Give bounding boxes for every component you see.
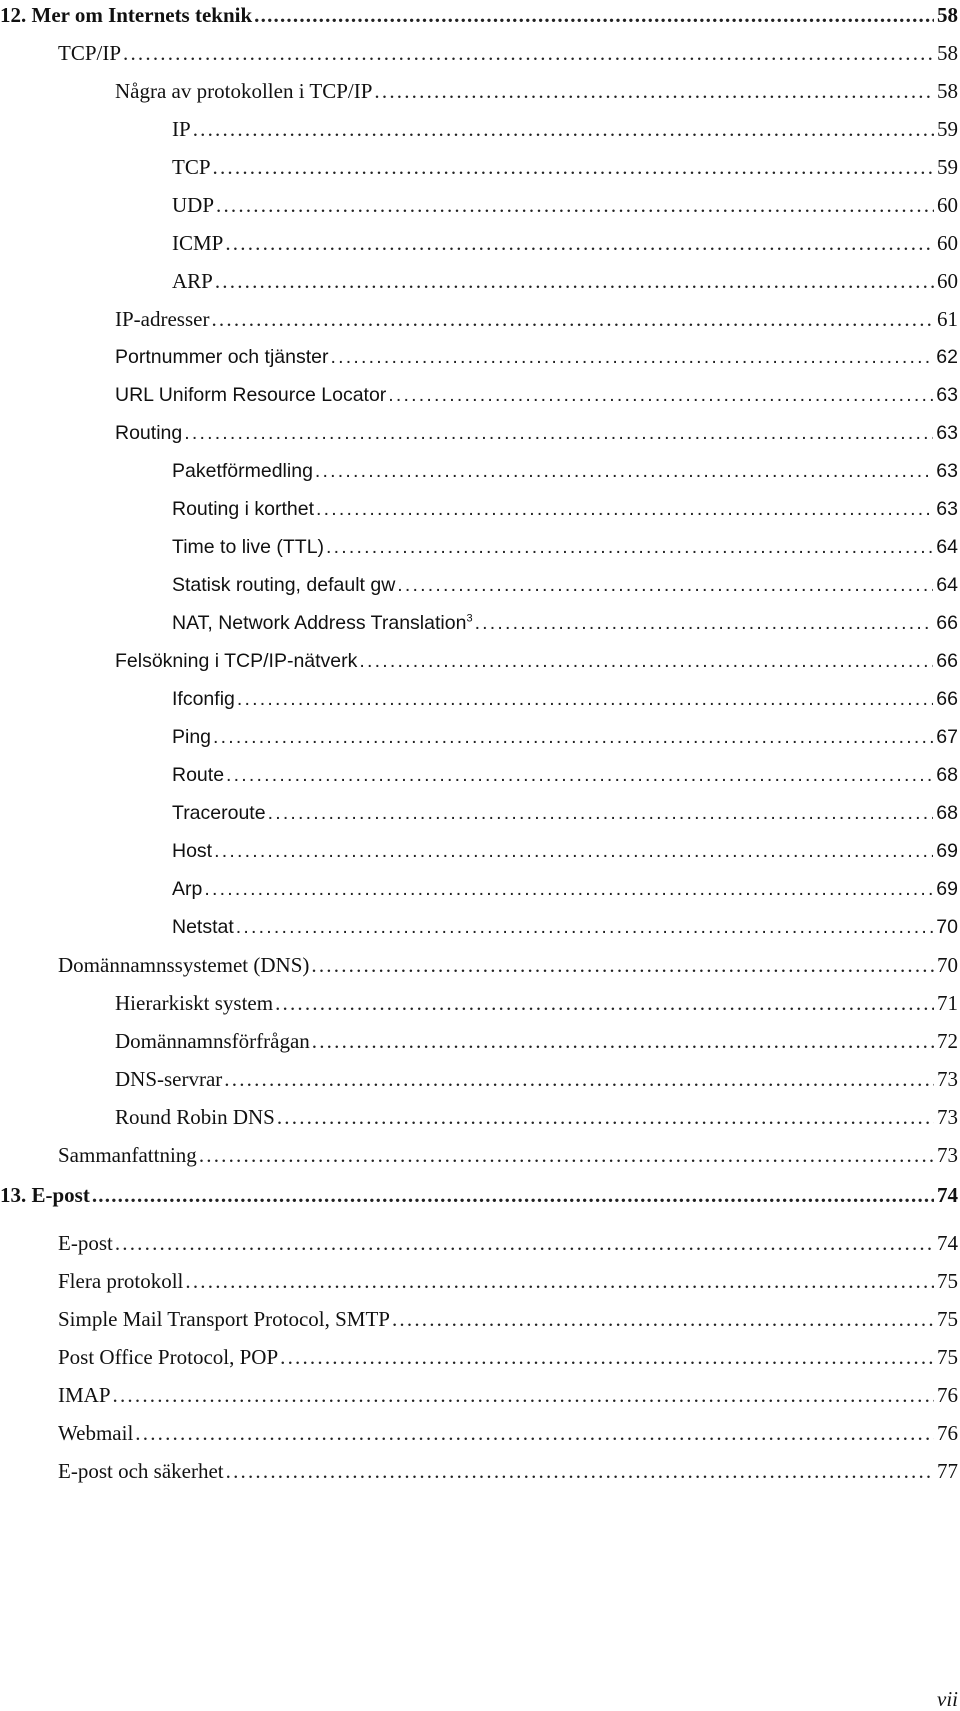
toc-entry-title: URL Uniform Resource Locator bbox=[115, 384, 387, 406]
dot-leader bbox=[268, 798, 934, 828]
toc-chapter-entry[interactable] bbox=[0, 0, 958, 30]
toc-entry-title: Paketförmedling bbox=[172, 460, 313, 482]
toc-entry[interactable] bbox=[0, 342, 958, 372]
toc-page-number: 58 bbox=[937, 41, 958, 65]
toc-entry[interactable] bbox=[0, 38, 958, 68]
toc-entry-title: Några av protokollen i TCP/IP bbox=[115, 79, 373, 103]
dot-leader bbox=[213, 152, 934, 182]
toc-page-number: 73 bbox=[937, 1105, 958, 1129]
toc-page-number: 58 bbox=[937, 79, 958, 103]
toc-page-number: 75 bbox=[937, 1307, 958, 1331]
dot-leader bbox=[115, 1228, 934, 1258]
toc-page-number: 71 bbox=[937, 991, 958, 1015]
toc-entry-title: Flera protokoll bbox=[58, 1269, 184, 1293]
toc-entry[interactable] bbox=[0, 190, 958, 220]
toc-entry-title: DNS-servrar bbox=[115, 1067, 223, 1091]
toc-entry[interactable] bbox=[0, 798, 958, 828]
dot-leader bbox=[185, 1266, 934, 1296]
toc-entry[interactable] bbox=[0, 646, 958, 676]
dot-leader bbox=[397, 570, 933, 600]
dot-leader bbox=[254, 0, 934, 30]
toc-page-number: 60 bbox=[937, 269, 958, 293]
toc-entry[interactable] bbox=[0, 1456, 958, 1486]
toc-entry[interactable] bbox=[0, 874, 958, 904]
dot-leader bbox=[211, 304, 934, 334]
toc-entry-title: Felsökning i TCP/IP-nätverk bbox=[115, 650, 358, 672]
toc-page-number: 69 bbox=[936, 878, 958, 900]
toc-entry[interactable] bbox=[0, 1102, 958, 1132]
toc-entry[interactable] bbox=[0, 722, 958, 752]
toc-entry-title: Routing i korthet bbox=[172, 498, 314, 520]
toc-entry[interactable] bbox=[0, 228, 958, 258]
toc-entry-title: Simple Mail Transport Protocol, SMTP bbox=[58, 1307, 390, 1331]
toc-page-number: 60 bbox=[937, 193, 958, 217]
toc-entry-title: E-post bbox=[58, 1231, 113, 1255]
toc-page-number: 63 bbox=[936, 460, 958, 482]
toc-entry-title: IMAP bbox=[58, 1383, 111, 1407]
toc-entry-title: Host bbox=[172, 840, 213, 862]
toc-entry-title: Sammanfattning bbox=[58, 1143, 197, 1167]
toc-page-number: 61 bbox=[937, 307, 958, 331]
dot-leader bbox=[225, 228, 934, 258]
toc-page-number: 64 bbox=[936, 536, 958, 558]
toc-page-number: 73 bbox=[937, 1067, 958, 1091]
toc-entry[interactable] bbox=[0, 570, 958, 600]
toc-page-number: 69 bbox=[936, 840, 958, 862]
toc-entry[interactable] bbox=[0, 988, 958, 1018]
toc-entry[interactable] bbox=[0, 836, 958, 866]
toc-entry-title: Domännamnssystemet (DNS) bbox=[58, 953, 310, 977]
toc-page-number: 59 bbox=[937, 117, 958, 141]
dot-leader bbox=[275, 988, 934, 1018]
toc-page-number: 68 bbox=[936, 802, 958, 824]
toc-page-number: 74 bbox=[937, 1183, 958, 1207]
toc-entry[interactable] bbox=[0, 760, 958, 790]
toc-entry[interactable] bbox=[0, 608, 958, 638]
dot-leader bbox=[226, 760, 933, 790]
toc-entry-title: Netstat bbox=[172, 916, 234, 938]
dot-leader bbox=[475, 608, 934, 638]
dot-leader bbox=[277, 1102, 934, 1132]
toc-entry-title: IP-adresser bbox=[115, 307, 210, 331]
toc-entry-title: TCP/IP bbox=[58, 41, 122, 65]
toc-entry-title: Route bbox=[172, 764, 225, 786]
toc-page-number: 63 bbox=[936, 384, 958, 406]
toc-page-number: 70 bbox=[937, 953, 958, 977]
toc-entry[interactable] bbox=[0, 1064, 958, 1094]
dot-leader bbox=[312, 1026, 934, 1056]
toc-page-number: 58 bbox=[937, 3, 958, 27]
toc-entry-title: NAT, Network Address Translation$^3$ bbox=[172, 612, 473, 634]
toc-entry[interactable] bbox=[0, 152, 958, 182]
toc-page-number: 66 bbox=[936, 688, 958, 710]
toc-entry-title: Post Office Protocol, POP bbox=[58, 1345, 279, 1369]
toc-entry[interactable] bbox=[0, 1418, 958, 1448]
toc-chapter-entry[interactable] bbox=[0, 1180, 958, 1210]
dot-leader bbox=[226, 1456, 934, 1486]
toc-entry[interactable] bbox=[0, 684, 958, 714]
toc-entry-title: Webmail bbox=[58, 1421, 134, 1445]
toc-entry[interactable] bbox=[0, 912, 958, 942]
toc-page-number: 66 bbox=[936, 650, 958, 672]
toc-entry[interactable] bbox=[0, 1380, 958, 1410]
toc-entry-title: Round Robin DNS bbox=[115, 1105, 275, 1129]
toc-page-number: 60 bbox=[937, 231, 958, 255]
dot-leader bbox=[359, 646, 933, 676]
toc-entry[interactable] bbox=[0, 456, 958, 486]
toc-page-number: 77 bbox=[937, 1459, 958, 1483]
toc-entry[interactable] bbox=[0, 494, 958, 524]
dot-leader bbox=[326, 532, 933, 562]
dot-leader bbox=[224, 1064, 934, 1094]
toc-entry-title: Hierarkiskt system bbox=[115, 991, 274, 1015]
toc-page-number: 73 bbox=[937, 1143, 958, 1167]
toc-entry-title: ARP bbox=[172, 269, 213, 293]
dot-leader bbox=[135, 1418, 934, 1448]
toc-entry[interactable] bbox=[0, 114, 958, 144]
dot-leader bbox=[280, 1342, 934, 1372]
dot-leader bbox=[215, 266, 934, 296]
toc-entry[interactable] bbox=[0, 950, 958, 980]
dot-leader bbox=[236, 912, 934, 942]
toc-page-number: 63 bbox=[936, 422, 958, 444]
toc-entry-title: Ping bbox=[172, 726, 212, 748]
dot-leader bbox=[193, 114, 934, 144]
dot-leader bbox=[392, 1304, 934, 1334]
toc-entry-title: Statisk routing, default gw bbox=[172, 574, 396, 596]
dot-leader bbox=[311, 950, 934, 980]
dot-leader bbox=[316, 494, 933, 524]
toc-entry[interactable] bbox=[0, 1228, 958, 1258]
toc-entry-title: E-post och säkerhet bbox=[58, 1459, 224, 1483]
toc-page-number: 63 bbox=[936, 498, 958, 520]
toc-entry[interactable] bbox=[0, 1266, 958, 1296]
dot-leader bbox=[388, 380, 933, 410]
toc-page-number: 76 bbox=[937, 1421, 958, 1445]
dot-leader bbox=[113, 1380, 934, 1410]
toc-page-number: 75 bbox=[937, 1269, 958, 1293]
toc-entry-title: ICMP bbox=[172, 231, 224, 255]
toc-page-number: 59 bbox=[937, 155, 958, 179]
toc-entry[interactable] bbox=[0, 266, 958, 296]
toc-page-number: 72 bbox=[937, 1029, 958, 1053]
toc-entry-title: TCP bbox=[172, 155, 211, 179]
toc-page-number: 74 bbox=[937, 1231, 958, 1255]
toc-page-number: 62 bbox=[936, 346, 958, 368]
dot-leader bbox=[374, 76, 934, 106]
toc-entry-title: 12. Mer om Internets teknik bbox=[0, 3, 253, 27]
dot-leader bbox=[204, 874, 933, 904]
toc-entry-title: Domännamnsförfrågan bbox=[115, 1029, 310, 1053]
toc-entry-title: Ifconfig bbox=[172, 688, 235, 710]
toc-page-number: 68 bbox=[936, 764, 958, 786]
toc-page-number: 75 bbox=[937, 1345, 958, 1369]
toc-page-number: 64 bbox=[936, 574, 958, 596]
footnote-marker: 3 bbox=[466, 612, 473, 625]
dot-leader bbox=[213, 722, 933, 752]
dot-leader bbox=[199, 1140, 934, 1170]
toc-entry[interactable] bbox=[0, 304, 958, 334]
page-number-folio: vii bbox=[937, 1687, 958, 1711]
toc-entry[interactable] bbox=[0, 1026, 958, 1056]
dot-leader bbox=[184, 418, 933, 448]
toc-entry-title: Arp bbox=[172, 878, 203, 900]
toc-page-number: 66 bbox=[936, 612, 958, 634]
dot-leader bbox=[216, 190, 934, 220]
toc-entry[interactable] bbox=[0, 380, 958, 410]
toc-entry-title: IP bbox=[172, 117, 191, 141]
toc-entry-title: Portnummer och tjänster bbox=[115, 346, 329, 368]
toc-page-number: 67 bbox=[936, 726, 958, 748]
toc-entry-title: Routing bbox=[115, 422, 183, 444]
toc-entry[interactable] bbox=[0, 76, 958, 106]
dot-leader bbox=[123, 38, 934, 68]
dot-leader bbox=[237, 684, 933, 714]
toc-entry-title: Traceroute bbox=[172, 802, 266, 824]
dot-leader bbox=[92, 1180, 934, 1210]
toc-entry[interactable] bbox=[0, 532, 958, 562]
toc-entry[interactable] bbox=[0, 1304, 958, 1334]
toc-entry-title: Time to live (TTL) bbox=[172, 536, 325, 558]
toc-page-number: 76 bbox=[937, 1383, 958, 1407]
toc-entry[interactable] bbox=[0, 418, 958, 448]
toc-page-number: 70 bbox=[936, 916, 958, 938]
dot-leader bbox=[331, 342, 934, 372]
toc-entry-title: UDP bbox=[172, 193, 215, 217]
toc-entry-title: 13. E-post bbox=[0, 1183, 90, 1207]
toc-entry[interactable] bbox=[0, 1140, 958, 1170]
dot-leader bbox=[315, 456, 933, 486]
dot-leader bbox=[214, 836, 933, 866]
toc-entry[interactable] bbox=[0, 1342, 958, 1372]
